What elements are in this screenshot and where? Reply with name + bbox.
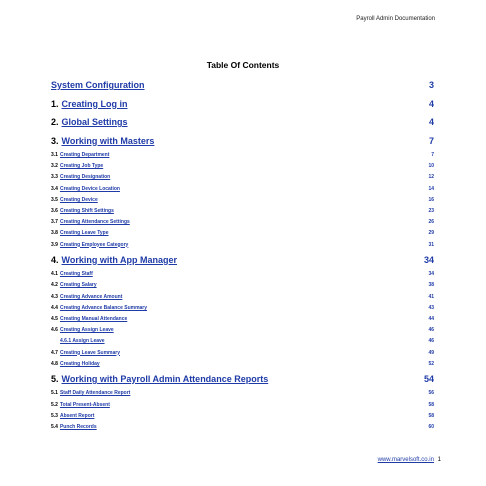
toc-entry-link[interactable]: Creating Designation [59, 174, 111, 181]
toc-entry[interactable] [51, 184, 434, 195]
toc-entry-number: 5.2 [51, 401, 58, 408]
toc-entry-number: 5. [51, 373, 59, 384]
toc-entry-number: 4.3 [51, 293, 58, 300]
toc-entry-link[interactable]: Working with Payroll Admin Attendance Reports [61, 373, 269, 384]
toc-entry-link[interactable]: Absent Report [59, 412, 95, 419]
toc-entry-page: 12 [428, 174, 434, 181]
toc-entry-number: 3.4 [51, 185, 58, 192]
toc-entry-link[interactable]: Creating Attendance Settings [59, 219, 130, 226]
toc-entry-number: 4.1 [51, 271, 58, 278]
toc-entry-page: 60 [428, 423, 434, 430]
page-footer [378, 457, 441, 463]
toc-entry-link[interactable]: Creating Leave Type [59, 230, 109, 237]
toc-entry-number: 3.9 [51, 241, 58, 248]
toc-entry-page: 46 [428, 327, 434, 334]
toc-entry[interactable] [51, 269, 434, 280]
toc-entry[interactable] [51, 336, 434, 347]
toc-entry-page: 43 [428, 304, 434, 311]
toc-entry-page: 56 [428, 390, 434, 397]
toc-entry-page: 34 [428, 271, 434, 278]
toc-entry[interactable] [51, 251, 434, 270]
toc-entry-link[interactable]: Creating Manual Attendance [59, 315, 128, 322]
toc-entry-number: 5.4 [51, 423, 58, 430]
toc-entry[interactable] [51, 348, 434, 359]
toc-entry-link[interactable]: Creating Advance Balance Summary [59, 304, 148, 311]
toc-entry-number: 5.1 [51, 390, 58, 397]
toc-entry-page: 49 [428, 349, 434, 356]
toc-entry-number: 5.3 [51, 412, 58, 419]
toc-entry[interactable] [51, 76, 434, 95]
toc-entry[interactable] [51, 195, 434, 206]
toc-entry-link[interactable]: Creating Device Location [59, 185, 120, 192]
toc-entry-page: 4 [428, 117, 434, 127]
toc-entry-page: 58 [428, 412, 434, 419]
toc-entry-link[interactable]: Staff Daily Attendance Report [59, 390, 131, 397]
toc-entry-number: 1. [51, 98, 59, 109]
toc-entry-number: 3.1 [51, 152, 58, 158]
toc-entry-link[interactable]: System Configuration [51, 80, 145, 90]
toc-entry-number: 4.4 [51, 304, 58, 311]
toc-entry-number: 4.5 [51, 315, 58, 322]
toc-entry[interactable] [51, 303, 434, 314]
toc-entry-number: 3.8 [51, 230, 58, 237]
toc-entry[interactable] [51, 292, 434, 303]
toc-entry-link[interactable]: Creating Assign Leave [59, 327, 114, 334]
footer-page-number: 1 [437, 457, 441, 463]
toc-entry[interactable] [51, 172, 434, 183]
toc-entry-link[interactable]: Punch Records [59, 423, 97, 430]
toc-entry-number: 3.5 [51, 196, 58, 203]
toc-entry-link[interactable]: Creating Job Type [59, 163, 104, 170]
toc-entry-number: 4.6 [51, 327, 58, 334]
toc-entry[interactable] [51, 95, 434, 114]
toc-entry-page: 34 [423, 254, 434, 265]
toc-entry[interactable] [51, 150, 434, 161]
toc-entry-page: 52 [428, 360, 434, 367]
toc-entry-page: 10 [428, 163, 434, 170]
toc-entry-number: 4.7 [51, 349, 58, 356]
toc-entry-number: 4.8 [51, 360, 58, 367]
toc-entry[interactable] [51, 161, 434, 172]
toc-entry-number: 3.3 [51, 174, 58, 181]
toc-entry-page: 26 [428, 219, 434, 226]
toc-entry-page: 58 [428, 401, 434, 408]
toc-entry-number: 4.2 [51, 282, 58, 289]
toc-entry[interactable] [51, 388, 434, 399]
toc-entry[interactable] [51, 359, 434, 370]
toc-entry-number: 3.7 [51, 219, 58, 226]
toc-entry-link[interactable]: Working with App Manager [61, 254, 178, 265]
toc-entry-page: 16 [428, 196, 434, 203]
toc-entry[interactable] [51, 411, 434, 422]
toc-entry-link[interactable]: Creating Log in [61, 98, 128, 109]
toc-entry-page: 46 [428, 338, 434, 345]
footer-website-link[interactable]: www.marvelsoft.co.in [377, 457, 434, 463]
toc-entry-number: 2. [51, 117, 59, 127]
toc-entry-number: 3. [51, 135, 59, 146]
toc-entry-page: 44 [428, 315, 434, 322]
toc-entry-link[interactable]: Working with Masters [61, 135, 155, 146]
toc-entry[interactable] [51, 325, 434, 336]
toc-entry-number: 4. [51, 254, 59, 265]
toc-entry-page: 7 [431, 152, 434, 158]
toc-entry[interactable] [51, 314, 434, 325]
toc-entry-page: 54 [423, 373, 434, 384]
toc-entry-link[interactable]: Global Settings [61, 117, 128, 127]
toc-entry[interactable] [51, 280, 434, 291]
toc-entry-link[interactable]: Creating Holiday [59, 360, 100, 367]
toc-entry-number: 3.6 [51, 207, 58, 214]
toc-entry-page: 41 [428, 293, 434, 300]
toc-entry-page: 3 [428, 80, 434, 90]
toc-entry[interactable] [51, 400, 434, 411]
toc-entry[interactable] [51, 228, 434, 239]
toc-entry[interactable] [51, 240, 434, 251]
toc-entry-link[interactable]: Creating Leave Summary [59, 349, 120, 356]
toc-entry-link[interactable]: Creating Department [59, 152, 110, 158]
toc-entry[interactable] [51, 370, 434, 389]
toc-entry-page: 29 [428, 230, 434, 237]
toc-entry[interactable] [51, 113, 434, 132]
toc-entry-page: 38 [428, 282, 434, 289]
toc-entry-link[interactable]: Creating Salary [59, 282, 97, 289]
toc-entry-link[interactable]: Creating Employee Category [59, 241, 129, 248]
toc-entry-page: 4 [428, 98, 434, 109]
toc-entry[interactable] [51, 217, 434, 228]
toc-entry-page: 23 [428, 207, 434, 214]
toc-entry-link[interactable]: Total Present-Absent [59, 401, 110, 408]
toc-entry[interactable] [51, 422, 434, 433]
toc-entry-page: 7 [428, 135, 434, 146]
page-header: Payroll Admin Documentation [356, 16, 435, 22]
toc-entry-link[interactable]: 4.6.1 Assign Leave [60, 338, 105, 345]
toc-entry-link[interactable]: Creating Staff [59, 271, 93, 278]
toc-entry-link[interactable]: Creating Advance Amount [59, 293, 123, 300]
toc-entry[interactable] [51, 206, 434, 217]
table-of-contents [51, 76, 434, 433]
toc-entry[interactable] [51, 132, 434, 151]
toc-entry-number: 3.2 [51, 163, 58, 170]
toc-entry-page: 31 [428, 241, 434, 248]
toc-title: Table Of Contents [206, 60, 280, 70]
toc-entry-link[interactable]: Creating Shift Settings [59, 207, 114, 214]
toc-entry-page: 14 [428, 185, 434, 192]
toc-entry-link[interactable]: Creating Device [59, 196, 98, 203]
